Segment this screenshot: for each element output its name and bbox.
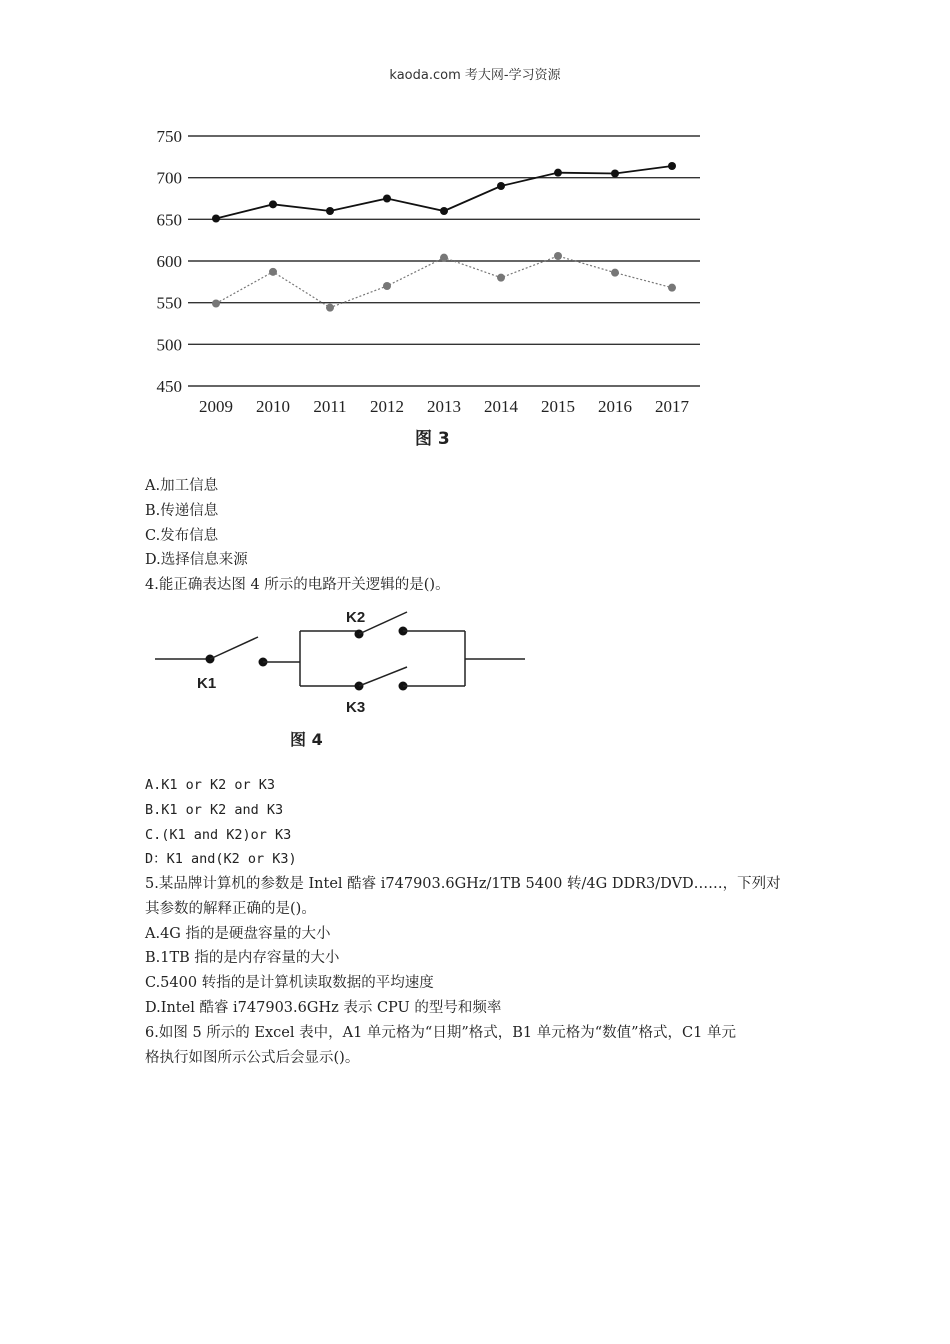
q4-question: 4.能正确表达图 4 所示的电路开关逻辑的是()。: [145, 577, 450, 594]
x-tick-label: 2016: [598, 397, 632, 416]
data-point-upper: [554, 169, 562, 177]
x-tick-label: 2013: [427, 397, 461, 416]
data-point-lower: [497, 274, 505, 282]
line-chart: [140, 120, 730, 420]
y-tick-label: 700: [156, 168, 182, 188]
data-point-lower: [611, 269, 619, 277]
y-tick-label: 750: [156, 127, 182, 146]
q5-option-d: D.Intel 酷睿 i747903.6GHz 表示 CPU 的型号和频率: [145, 999, 502, 1016]
x-tick-label: 2014: [484, 397, 518, 416]
x-tick-label: 2011: [313, 397, 347, 416]
q3-option-c: C.发布信息: [145, 527, 219, 544]
k3-label: K3: [346, 699, 366, 716]
data-point-lower: [383, 282, 391, 290]
data-point-lower: [440, 254, 448, 262]
data-point-upper: [383, 195, 391, 203]
q6-question-line2: 格执行如图所示公式后会显示()。: [145, 1049, 360, 1066]
q5-option-c: C.5400 转指的是计算机读取数据的平均速度: [145, 975, 434, 992]
x-tick-label: 2010: [256, 397, 290, 416]
circuit-diagram: [145, 600, 545, 730]
y-tick-label: 450: [156, 377, 182, 396]
data-point-lower: [668, 284, 676, 292]
data-point-upper: [269, 200, 277, 208]
data-point-upper: [440, 207, 448, 215]
q3-options: [145, 474, 825, 598]
y-tick-label: 600: [156, 252, 182, 271]
data-point-lower: [326, 304, 334, 312]
x-tick-label: 2009: [199, 397, 233, 416]
q4-option-b: B.K1 or K2 and K3: [145, 801, 284, 818]
x-tick-label: 2017: [655, 397, 689, 416]
y-tick-label: 650: [156, 210, 182, 230]
x-tick-label: 2015: [541, 397, 575, 416]
data-point-upper: [326, 207, 334, 215]
k1-label: K1: [197, 675, 217, 692]
data-point-lower: [554, 252, 562, 260]
q4-option-c: C.(K1 and K2)or K3: [145, 826, 292, 843]
data-point-upper: [212, 215, 220, 223]
q5-option-b: B.1TB 指的是内存容量的大小: [145, 950, 340, 967]
data-point-upper: [497, 182, 505, 190]
k2-label: K2: [346, 609, 366, 626]
page-header: kaoda.com 考大网-学习资源: [389, 68, 561, 83]
q5-question-line1: 5.某品牌计算机的参数是 Intel 酷睿 i747903.6GHz/1TB 5400 转/4G DDR3/DVD……，下列对: [145, 876, 781, 892]
data-point-lower: [269, 268, 277, 276]
circuit-caption: 图 4: [290, 730, 323, 749]
k1-switch-blade: [210, 637, 258, 659]
x-tick-label: 2012: [370, 397, 404, 416]
data-point-upper: [611, 170, 619, 178]
data-point-lower: [212, 300, 220, 308]
chart-caption: 图 3: [415, 429, 450, 449]
q5-question-line2: 其参数的解释正确的是()。: [145, 900, 316, 917]
y-tick-label: 500: [156, 335, 182, 355]
q3-option-d: D.选择信息来源: [145, 552, 248, 569]
q4-options: [145, 773, 825, 872]
q3-option-b: B.传递信息: [145, 502, 219, 519]
q3-option-a: A.加工信息: [145, 478, 219, 494]
series-line-lower: [216, 256, 672, 308]
y-tick-label: 550: [156, 293, 182, 313]
q5-q6-block: [145, 872, 825, 1070]
q5-option-a: A.4G 指的是硬盘容量的大小: [145, 925, 331, 942]
data-point-upper: [668, 162, 676, 170]
q6-question-line1: 6.如图 5 所示的 Excel 表中，A1 单元格为“日期”格式，B1 单元格为“数值”格式，C1 单元: [145, 1024, 736, 1041]
q4-option-a: A.K1 or K2 or K3: [145, 777, 276, 793]
q4-option-d: D：K1 and(K2 or K3): [145, 851, 297, 868]
